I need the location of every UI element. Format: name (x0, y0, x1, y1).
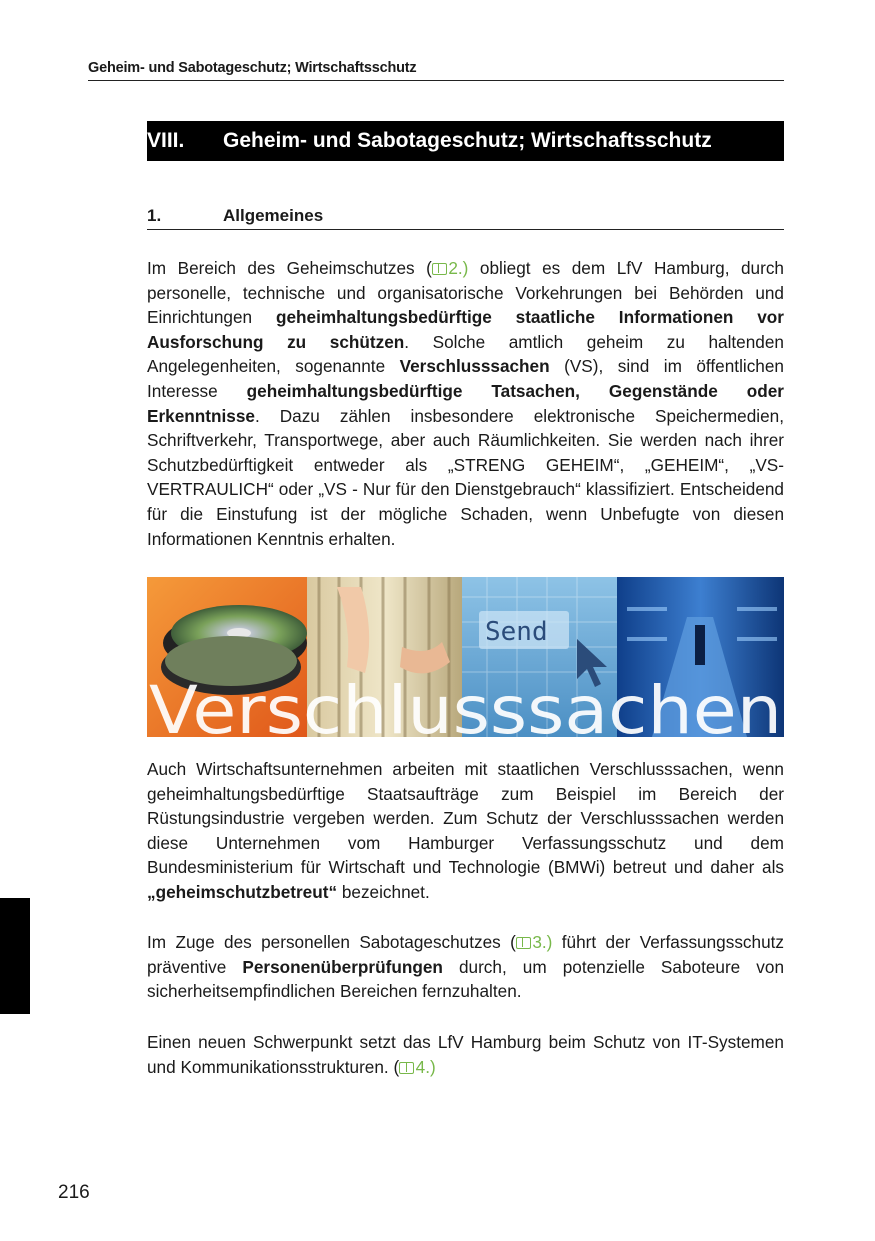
send-label: Send (485, 617, 548, 647)
paragraph-sabotageschutz: Im Zuge des personellen Sabotageschutzes ( 3.) führt der Verfassungsschutz präventive Personenüberprüfungen durch, um potenzielle Saboteure von sicherheitsempfindlichen Bereichen fernzuhalten. (147, 932, 785, 1002)
book-reference-icon (432, 263, 447, 275)
chapter-number: VIII. (147, 129, 185, 152)
section-heading (147, 206, 784, 230)
section-number: 1. (147, 206, 162, 225)
running-head: Geheim- und Sabotageschutz; Wirtschaftsschutz (88, 60, 784, 81)
verschlusssachen-banner-image (147, 577, 784, 737)
chapter-heading (147, 121, 784, 161)
book-reference-icon (399, 1062, 414, 1074)
section-title: Allgemeines (223, 206, 324, 225)
page-number: 216 (58, 1182, 90, 1203)
reference-link-2[interactable]: 2.) (432, 258, 469, 278)
book-reference-icon (516, 937, 531, 949)
paragraph-geheimschutz: Im Bereich des Geheimschutzes ( 2.) obliegt es dem LfV Hamburg, durch personelle, technische und organisatorische Vorkehrungen bei Behörden und Einrichtungen geheimhaltungsbedürftige staatliche Informationen vor Ausforschung zu schützen. Solche amtlich geheim zu haltenden Angelegenheiten, sogenannte Verschlusssachen (VS), sind im öffentlichen Interesse geheimhaltungsbedürftige Tatsachen, Gegenstände oder Erkenntnisse. Dazu zählen insbesondere elektronische Speichermedien, Schriftverkehr, Transportwege, aber auch Räumlichkeiten. Sie werden nach ihrer Schutzbedürftigkeit entweder als „STRENG GEHEIM“, „GEHEIM“, „VS-VERTRAULICH“ oder „VS - Nur für den Dienstgebrauch“ klassifiziert. Entscheidend für die Einstufung ist der mögliche Schaden, wenn Unbefugte von diesen Informationen Kenntnis erhalten. (147, 258, 784, 549)
chapter-title: Geheim- und Sabotageschutz; Wirtschaftsschutz (223, 129, 712, 152)
chapter-side-tab (0, 898, 30, 1014)
paragraph-wirtschaftsschutz: Auch Wirtschaftsunternehmen arbeiten mit staatlichen Verschlusssachen, wenn geheimhaltungsbedürftige Staatsaufträge zum Beispiel im Bereich der Rüstungsindustrie vergeben werden. Zum Schutz der Verschlusssachen werden diese Unternehmen vom Hamburger Verfassungsschutz und dem Bundesministerium für Wirtschaft und Technologie (BMWi) betreut und daher als „geheimschutzbetreut“ bezeichnet. (147, 759, 784, 902)
reference-link-4[interactable]: 4.) (399, 1057, 436, 1077)
reference-link-3[interactable]: 3.) (516, 932, 553, 952)
paragraph-it-schutz: Einen neuen Schwerpunkt setzt das LfV Hamburg beim Schutz von IT-Systemen und Kommunikationsstrukturen. ( 4.) (147, 1032, 784, 1077)
banner-caption: Verschlusssachen (149, 672, 782, 737)
